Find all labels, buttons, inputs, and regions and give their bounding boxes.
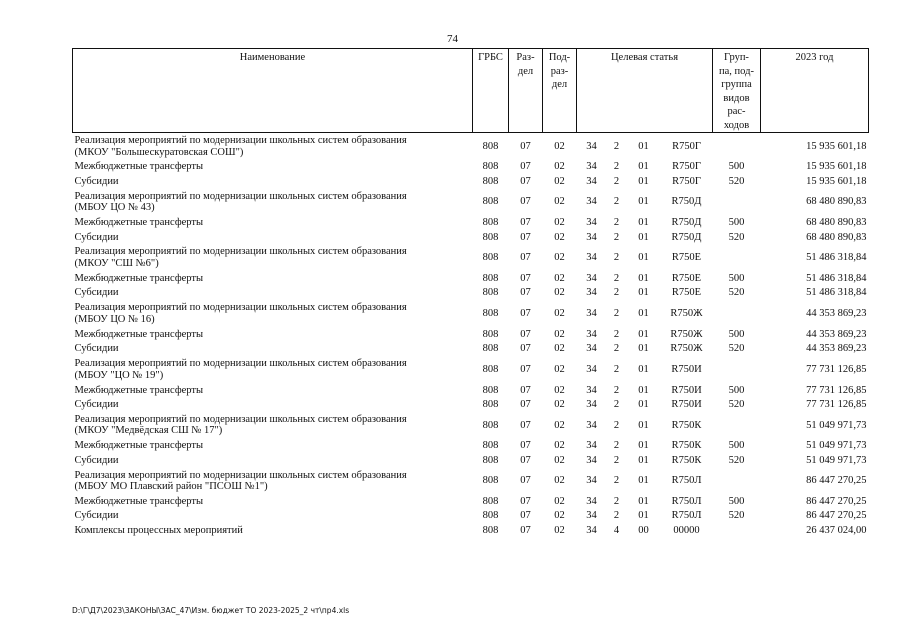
- row-target-structure: 00: [638, 524, 649, 536]
- row-amount: 44 353 869,23: [806, 343, 867, 355]
- row-target-structure: 01: [638, 398, 649, 410]
- row-name: Межбюджетные трансферты: [74, 496, 204, 508]
- row-target-program: 34: [586, 454, 597, 466]
- row-target-program: 34: [586, 363, 597, 375]
- row-razdel: 07: [520, 475, 531, 487]
- row-expense-group: [713, 468, 761, 495]
- row-name: Субсидии: [74, 343, 119, 355]
- row-target-code: R750Г: [672, 140, 701, 152]
- row-expense-group: [713, 133, 761, 161]
- row-name-line1: Реализация мероприятий по модернизации школьных систем образования: [74, 413, 407, 425]
- row-target-structure: 01: [638, 475, 649, 487]
- header-target: Целевая статья: [577, 49, 713, 133]
- table-row: [73, 133, 869, 161]
- row-target-code: R750Ж: [670, 328, 703, 340]
- row-podrazdel: 02: [554, 363, 565, 375]
- row-target-type: 2: [613, 343, 620, 355]
- row-target-program: 34: [586, 419, 597, 431]
- row-grbs: 808: [482, 510, 499, 522]
- table-row: [73, 286, 869, 300]
- row-podrazdel: 02: [554, 510, 565, 522]
- row-target-type: 2: [613, 175, 620, 187]
- row-target-type: 2: [613, 363, 620, 375]
- row-grbs: 808: [482, 308, 499, 320]
- row-razdel: 07: [520, 175, 531, 187]
- row-name: Субсидии: [74, 231, 119, 243]
- table-row: [73, 174, 869, 188]
- row-name-line1: Реализация мероприятий по модернизации школьных систем образования: [74, 246, 407, 258]
- row-podrazdel: 02: [554, 175, 565, 187]
- table-row: [73, 160, 869, 174]
- row-amount: 15 935 601,18: [806, 140, 867, 152]
- row-grbs: 808: [482, 196, 499, 208]
- row-name-line2: (МБОУ "ЦО № 19"): [74, 369, 164, 381]
- row-razdel: 07: [520, 328, 531, 340]
- row-target-program: 34: [586, 496, 597, 508]
- row-podrazdel: 02: [554, 398, 565, 410]
- row-name: [73, 468, 473, 495]
- row-amount: 86 447 270,25: [806, 496, 867, 508]
- row-target-code: R750И: [671, 363, 702, 375]
- row-target-code: R750Г: [672, 175, 701, 187]
- row-grbs: 808: [482, 419, 499, 431]
- table-row: [73, 272, 869, 286]
- row-target-type: 2: [613, 308, 620, 320]
- row-name: Комплексы процессных мероприятий: [74, 524, 243, 536]
- row-name: [73, 245, 473, 272]
- row-name: [73, 133, 473, 161]
- table-row: [73, 356, 869, 383]
- row-target-structure: 01: [638, 217, 649, 229]
- row-name: Межбюджетные трансферты: [74, 328, 204, 340]
- row-target-type: 2: [613, 252, 620, 264]
- row-razdel: 07: [520, 440, 531, 452]
- row-target-type: 2: [613, 419, 620, 431]
- row-amount: 51 049 971,73: [806, 419, 867, 431]
- row-target-structure: 01: [638, 252, 649, 264]
- row-target-structure: 01: [638, 328, 649, 340]
- row-target-code: R750Д: [671, 231, 702, 243]
- row-expense-group: [713, 189, 761, 216]
- row-target-type: 2: [613, 272, 620, 284]
- row-grbs: 808: [482, 217, 499, 229]
- row-amount: 51 049 971,73: [806, 440, 867, 452]
- row-target-structure: 01: [638, 496, 649, 508]
- row-target-code: R750Д: [671, 217, 702, 229]
- row-expense-group: 520: [728, 454, 745, 466]
- row-grbs: 808: [482, 140, 499, 152]
- row-target-structure: 01: [638, 363, 649, 375]
- row-target-structure: 01: [638, 308, 649, 320]
- row-target-type: 2: [613, 398, 620, 410]
- row-target-structure: 01: [638, 196, 649, 208]
- row-target-program: 34: [586, 398, 597, 410]
- row-name: Межбюджетные трансферты: [74, 384, 204, 396]
- row-grbs: 808: [482, 175, 499, 187]
- row-expense-group: 500: [728, 384, 745, 396]
- row-target-code: 00000: [673, 524, 700, 536]
- row-name: Субсидии: [74, 454, 119, 466]
- row-amount: 51 486 318,84: [806, 287, 867, 299]
- row-target-program: 34: [586, 328, 597, 340]
- row-name: Межбюджетные трансферты: [74, 272, 204, 284]
- row-name-line1: Реализация мероприятий по модернизации школьных систем образования: [74, 358, 407, 370]
- row-target-code: R750Л: [671, 475, 702, 487]
- row-amount: 77 731 126,85: [806, 398, 867, 410]
- row-razdel: 07: [520, 140, 531, 152]
- header-grbs: ГРБС: [473, 49, 509, 133]
- table-row: [73, 495, 869, 509]
- row-target-structure: 01: [638, 343, 649, 355]
- row-target-program: 34: [586, 384, 597, 396]
- row-target-type: 2: [613, 140, 620, 152]
- row-name-line1: Реализация мероприятий по модернизации школьных систем образования: [74, 469, 407, 481]
- row-target-code: R750Г: [672, 161, 701, 173]
- row-razdel: 07: [520, 287, 531, 299]
- row-name-line1: Реализация мероприятий по модернизации школьных систем образования: [74, 134, 407, 146]
- row-target-type: 2: [613, 384, 620, 396]
- row-target-code: R750Е: [671, 272, 702, 284]
- row-target-type: 4: [613, 524, 620, 536]
- row-name-line2: (МБОУ МО Плавский район "ПСОШ №1"): [74, 481, 268, 493]
- row-target-type: 2: [613, 475, 620, 487]
- row-target-code: R750Е: [671, 287, 702, 299]
- row-grbs: 808: [482, 231, 499, 243]
- row-amount: 68 480 890,83: [806, 231, 867, 243]
- row-razdel: 07: [520, 217, 531, 229]
- row-razdel: 07: [520, 454, 531, 466]
- row-amount: 26 437 024,00: [806, 524, 867, 536]
- row-podrazdel: 02: [554, 419, 565, 431]
- row-target-program: 34: [586, 231, 597, 243]
- row-target-structure: 01: [638, 510, 649, 522]
- row-name: [73, 356, 473, 383]
- row-target-program: 34: [586, 524, 597, 536]
- row-podrazdel: 02: [554, 196, 565, 208]
- row-expense-group: 520: [728, 510, 745, 522]
- row-amount: 44 353 869,23: [806, 308, 867, 320]
- header-podrazdel: Под- раз- дел: [543, 49, 577, 133]
- row-amount: 51 486 318,84: [806, 272, 867, 284]
- row-target-program: 34: [586, 510, 597, 522]
- row-name: Межбюджетные трансферты: [74, 217, 204, 229]
- row-target-code: R750Л: [671, 496, 702, 508]
- table-row: [73, 342, 869, 356]
- table-row: [73, 453, 869, 467]
- row-podrazdel: 02: [554, 252, 565, 264]
- table-row: [73, 189, 869, 216]
- budget-table: [72, 48, 869, 538]
- table-row: [73, 398, 869, 412]
- row-name-line2: (МКОУ "Большескуратовская СОШ"): [74, 146, 244, 158]
- row-target-type: 2: [613, 496, 620, 508]
- row-target-code: R750К: [671, 440, 702, 452]
- row-target-code: R750Ж: [670, 343, 703, 355]
- row-razdel: 07: [520, 524, 531, 536]
- row-amount: 15 935 601,18: [806, 161, 867, 173]
- row-grbs: 808: [482, 440, 499, 452]
- row-grbs: 808: [482, 363, 499, 375]
- row-name: [73, 412, 473, 439]
- row-target-code: R750И: [671, 384, 702, 396]
- row-target-code: R750Ж: [670, 308, 703, 320]
- row-expense-group: [713, 300, 761, 327]
- row-target-program: 34: [586, 217, 597, 229]
- row-podrazdel: 02: [554, 272, 565, 284]
- row-amount: 68 480 890,83: [806, 217, 867, 229]
- row-razdel: 07: [520, 363, 531, 375]
- row-target-program: 34: [586, 475, 597, 487]
- table-row: [73, 245, 869, 272]
- row-podrazdel: 02: [554, 454, 565, 466]
- row-grbs: 808: [482, 384, 499, 396]
- row-target-code: R750К: [671, 454, 702, 466]
- row-target-type: 2: [613, 161, 620, 173]
- row-name: Субсидии: [74, 287, 119, 299]
- row-target-structure: 01: [638, 419, 649, 431]
- row-razdel: 07: [520, 272, 531, 284]
- row-podrazdel: 02: [554, 328, 565, 340]
- table-header-row: [73, 49, 869, 133]
- row-target-type: 2: [613, 196, 620, 208]
- row-razdel: 07: [520, 343, 531, 355]
- row-name-line2: (МБОУ ЦО № 43): [74, 202, 155, 214]
- row-target-type: 2: [613, 287, 620, 299]
- row-expense-group: 520: [728, 175, 745, 187]
- row-name-line2: (МКОУ "СШ №6"): [74, 258, 159, 270]
- row-amount: 86 447 270,25: [806, 510, 867, 522]
- row-expense-group: 500: [728, 328, 745, 340]
- row-name: [73, 189, 473, 216]
- row-name: Межбюджетные трансферты: [74, 440, 204, 452]
- row-podrazdel: 02: [554, 287, 565, 299]
- row-target-code: R750Д: [671, 196, 702, 208]
- table-row: [73, 468, 869, 495]
- row-target-code: R750Л: [671, 510, 702, 522]
- row-target-structure: 01: [638, 440, 649, 452]
- table-row: [73, 439, 869, 453]
- row-name-line2: (МБОУ ЦО № 16): [74, 313, 155, 325]
- row-grbs: 808: [482, 524, 499, 536]
- row-target-program: 34: [586, 272, 597, 284]
- row-expense-group: 520: [728, 398, 745, 410]
- row-grbs: 808: [482, 454, 499, 466]
- row-target-code: R750Е: [671, 252, 702, 264]
- table-row: [73, 509, 869, 523]
- row-razdel: 07: [520, 419, 531, 431]
- row-razdel: 07: [520, 196, 531, 208]
- row-target-program: 34: [586, 287, 597, 299]
- row-target-structure: 01: [638, 140, 649, 152]
- row-target-type: 2: [613, 510, 620, 522]
- row-target-structure: 01: [638, 384, 649, 396]
- row-target-code: R750И: [671, 398, 702, 410]
- row-target-code: R750К: [671, 419, 702, 431]
- row-podrazdel: 02: [554, 384, 565, 396]
- row-name-line2: (МКОУ "Медвёдская СШ № 17"): [74, 425, 223, 437]
- row-grbs: 808: [482, 343, 499, 355]
- row-amount: 77 731 126,85: [806, 384, 867, 396]
- row-name: Субсидии: [74, 175, 119, 187]
- row-target-structure: 01: [638, 272, 649, 284]
- row-expense-group: 520: [728, 287, 745, 299]
- row-grbs: 808: [482, 496, 499, 508]
- header-razdel: Раз- дел: [509, 49, 543, 133]
- row-grbs: 808: [482, 272, 499, 284]
- row-expense-group: [713, 356, 761, 383]
- row-target-program: 34: [586, 343, 597, 355]
- row-amount: 44 353 869,23: [806, 328, 867, 340]
- row-razdel: 07: [520, 510, 531, 522]
- row-grbs: 808: [482, 475, 499, 487]
- table-row: [73, 383, 869, 397]
- row-target-type: 2: [613, 217, 620, 229]
- table-body: [73, 133, 869, 538]
- table-row: [73, 412, 869, 439]
- row-expense-group: 500: [728, 217, 745, 229]
- table-row: [73, 300, 869, 327]
- row-name: Субсидии: [74, 398, 119, 410]
- row-target-type: 2: [613, 328, 620, 340]
- row-expense-group: 520: [728, 231, 745, 243]
- table-row: [73, 216, 869, 230]
- row-podrazdel: 02: [554, 308, 565, 320]
- row-target-structure: 01: [638, 161, 649, 173]
- table-row: [73, 523, 869, 537]
- header-name: Наименование: [73, 49, 473, 133]
- row-razdel: 07: [520, 308, 531, 320]
- table-row: [73, 327, 869, 341]
- row-razdel: 07: [520, 161, 531, 173]
- row-grbs: 808: [482, 328, 499, 340]
- row-amount: 15 935 601,18: [806, 175, 867, 187]
- row-grbs: 808: [482, 161, 499, 173]
- row-target-program: 34: [586, 161, 597, 173]
- row-amount: 68 480 890,83: [806, 196, 867, 208]
- row-razdel: 07: [520, 231, 531, 243]
- row-name-line1: Реализация мероприятий по модернизации школьных систем образования: [74, 302, 407, 314]
- row-amount: 86 447 270,25: [806, 475, 867, 487]
- row-podrazdel: 02: [554, 343, 565, 355]
- row-podrazdel: 02: [554, 496, 565, 508]
- row-expense-group: [713, 412, 761, 439]
- row-podrazdel: 02: [554, 161, 565, 173]
- table-row: [73, 230, 869, 244]
- page-number: 74: [447, 33, 458, 45]
- row-target-program: 34: [586, 140, 597, 152]
- row-grbs: 808: [482, 252, 499, 264]
- row-grbs: 808: [482, 398, 499, 410]
- row-razdel: 07: [520, 384, 531, 396]
- row-podrazdel: 02: [554, 231, 565, 243]
- row-expense-group: 500: [728, 161, 745, 173]
- header-group: Груп- па, под- группа видов рас- ходов: [713, 49, 761, 133]
- row-name: Межбюджетные трансферты: [74, 161, 204, 173]
- file-path-footer: D:\Г\Д7\2023\ЗАКОНЫ\ЗАС_47\Изм. бюджет ТО 2023-2025_2 чт\пр4.xls: [72, 606, 350, 615]
- row-target-structure: 01: [638, 454, 649, 466]
- row-target-type: 2: [613, 454, 620, 466]
- row-podrazdel: 02: [554, 475, 565, 487]
- row-target-structure: 01: [638, 175, 649, 187]
- row-razdel: 07: [520, 398, 531, 410]
- row-target-program: 34: [586, 175, 597, 187]
- row-expense-group: 500: [728, 272, 745, 284]
- row-grbs: 808: [482, 287, 499, 299]
- row-podrazdel: 02: [554, 524, 565, 536]
- header-year: 2023 год: [761, 49, 869, 133]
- row-expense-group: 500: [728, 440, 745, 452]
- row-podrazdel: 02: [554, 140, 565, 152]
- row-amount: 51 486 318,84: [806, 252, 867, 264]
- row-amount: 51 049 971,73: [806, 454, 867, 466]
- row-podrazdel: 02: [554, 440, 565, 452]
- row-amount: 77 731 126,85: [806, 363, 867, 375]
- row-target-program: 34: [586, 440, 597, 452]
- row-expense-group: 500: [728, 496, 745, 508]
- row-name: Субсидии: [74, 510, 119, 522]
- row-razdel: 07: [520, 496, 531, 508]
- row-target-type: 2: [613, 231, 620, 243]
- row-target-program: 34: [586, 196, 597, 208]
- row-target-structure: 01: [638, 231, 649, 243]
- row-expense-group: 520: [728, 343, 745, 355]
- row-target-program: 34: [586, 308, 597, 320]
- row-expense-group: [713, 245, 761, 272]
- row-target-program: 34: [586, 252, 597, 264]
- row-razdel: 07: [520, 252, 531, 264]
- row-target-type: 2: [613, 440, 620, 452]
- row-target-structure: 01: [638, 287, 649, 299]
- row-name: [73, 300, 473, 327]
- row-podrazdel: 02: [554, 217, 565, 229]
- row-name-line1: Реализация мероприятий по модернизации школьных систем образования: [74, 190, 407, 202]
- row-expense-group: [713, 523, 761, 537]
